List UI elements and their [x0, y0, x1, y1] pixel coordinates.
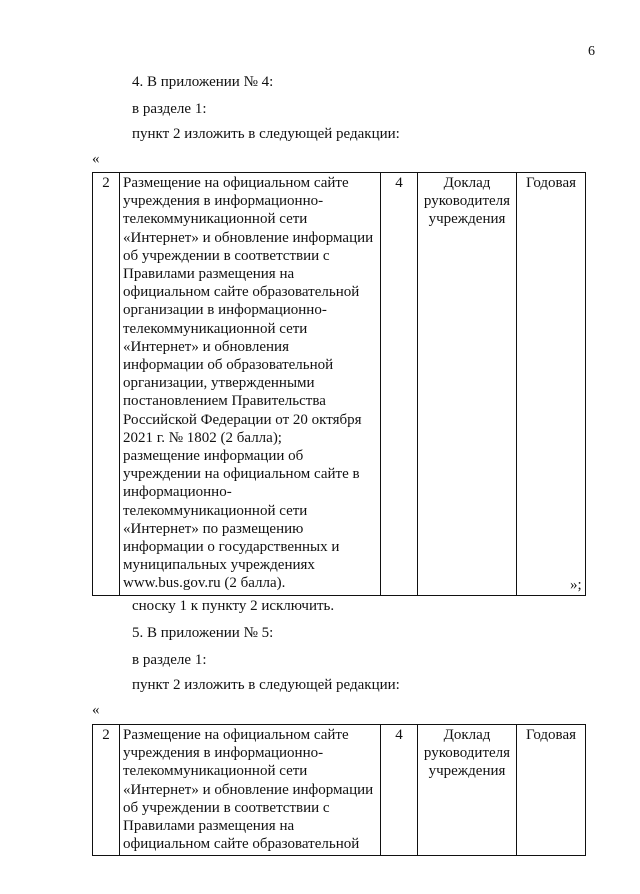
report-line: учреждения — [428, 763, 506, 780]
report-line: руководителя — [423, 745, 511, 762]
description-line: 2021 г. № 1802 (2 балла); — [123, 429, 282, 446]
description-line: телекоммуникационной сети — [123, 211, 308, 228]
period-value: Годовая — [517, 725, 586, 856]
report-line: руководителя — [423, 193, 511, 210]
section-heading: 4. В приложении № 4: — [132, 74, 274, 90]
description-line: постановлением Правительства — [123, 393, 326, 410]
description-line: телекоммуникационной сети — [123, 763, 308, 780]
description-line: об учреждении в соответствии с — [123, 247, 330, 264]
section-heading: 5. В приложении № 5: — [132, 625, 274, 641]
subsection-label: в разделе 1: — [132, 101, 207, 117]
criteria-table — [92, 724, 586, 856]
description-line: организации, утвержденными — [123, 375, 315, 392]
description-line: учреждения в информационно- — [123, 193, 324, 210]
report-line: Доклад — [443, 727, 491, 743]
description-line: Правилами размещения на — [123, 818, 295, 835]
description-line: «Интернет» и обновления — [123, 338, 289, 355]
instruction-text: пункт 2 изложить в следующей редакции: — [132, 126, 400, 142]
open-quote: « — [92, 702, 100, 718]
description-line: официальном сайте образовательной — [123, 284, 360, 301]
description-line: телекоммуникационной сети — [123, 502, 308, 519]
footnote-text: сноску 1 к пункту 2 исключить. — [132, 598, 335, 614]
description-line: «Интернет» и обновление информации — [123, 229, 374, 246]
description-line: www.bus.gov.ru (2 балла). — [123, 575, 286, 592]
report-source — [418, 725, 517, 856]
page-number: 6 — [588, 44, 595, 59]
description-line: «Интернет» по размещению — [123, 520, 304, 537]
description-line: Размещение на официальном сайте — [123, 727, 349, 743]
report-source — [418, 173, 517, 596]
description-line: «Интернет» и обновление информации — [123, 781, 374, 798]
description-line: размещение информации об — [123, 448, 304, 465]
description-line: Российской Федерации от 20 октября — [123, 411, 362, 428]
description-line: телекоммуникационной сети — [123, 320, 308, 337]
criteria-table — [92, 172, 586, 596]
description-line: Правилами размещения на — [123, 266, 295, 283]
row-number: 2 — [93, 173, 120, 596]
criterion-description — [120, 725, 381, 856]
table-row — [93, 173, 586, 596]
description-line: учреждении на официальном сайте в — [123, 466, 360, 483]
description-line: организации в информационно- — [123, 302, 327, 319]
description-line: учреждения в информационно- — [123, 745, 324, 762]
points-value: 4 — [381, 173, 418, 596]
instruction-text: пункт 2 изложить в следующей редакции: — [132, 677, 400, 693]
close-quote: »; — [570, 577, 582, 593]
description-line: официальном сайте образовательной — [123, 836, 360, 853]
open-quote: « — [92, 151, 100, 167]
description-line: информации об образовательной — [123, 357, 334, 374]
subsection-label: в разделе 1: — [132, 652, 207, 668]
description-line: информации о государственных и — [123, 539, 340, 556]
points-value: 4 — [381, 725, 418, 856]
description-line: информационно- — [123, 484, 232, 501]
report-line: Доклад — [443, 175, 491, 191]
criterion-description — [120, 173, 381, 596]
description-line: муниципальных учреждениях — [123, 557, 315, 574]
period-value: Годовая — [517, 173, 586, 596]
row-number: 2 — [93, 725, 120, 856]
description-line: об учреждении в соответствии с — [123, 799, 330, 816]
table-row — [93, 725, 586, 856]
report-line: учреждения — [428, 211, 506, 228]
description-line: Размещение на официальном сайте — [123, 175, 349, 191]
